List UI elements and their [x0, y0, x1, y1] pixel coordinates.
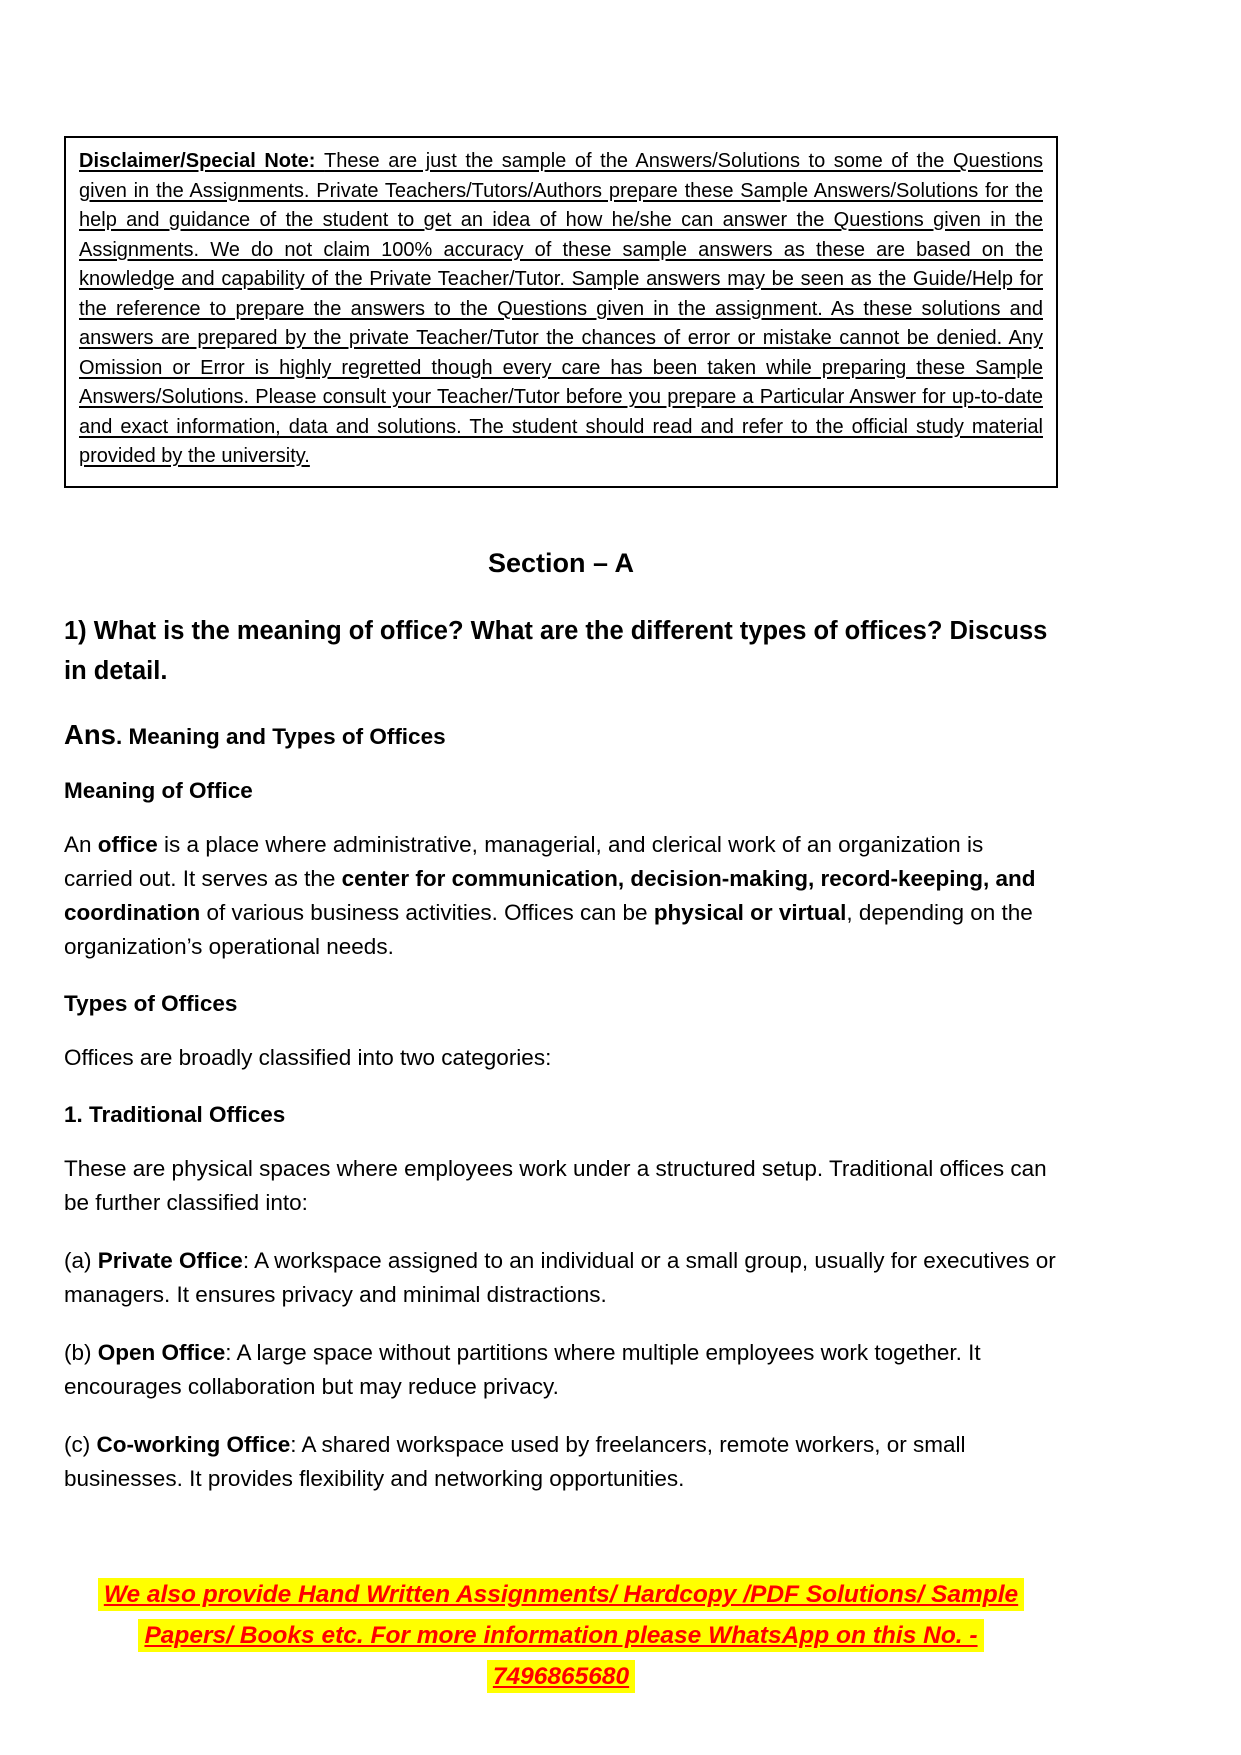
paragraph-office-definition: An office is a place where administrative, managerial, and clerical work of an organization is carried out. It serves as the center for communication, decision-making, record-keeping, and coordination of various business activities. Offices can be physical or virtual, depending on the organization’s operational needs.	[64, 831, 1036, 959]
footer	[64, 1574, 1058, 1697]
paragraph-traditional-intro: These are physical spaces where employees work under a structured setup. Traditional offices can be further classified into:	[64, 1155, 1047, 1215]
paragraph-coworking-office: (c) Co-working Office: A shared workspace used by freelancers, remote workers, or small businesses. It provides flexibility and networking opportunities.	[64, 1431, 966, 1491]
section-heading: Section – A	[487, 547, 635, 578]
disclaimer-box	[64, 136, 1058, 488]
paragraph-types-intro: Offices are broadly classified into two categories:	[64, 1044, 552, 1070]
heading-meaning-of-office: Meaning of Office	[64, 777, 253, 803]
paragraph-open-office: (b) Open Office: A large space without partitions where multiple employees work together. It encourages collaboration but may reduce privacy.	[64, 1339, 981, 1399]
question-1-heading: 1) What is the meaning of office? What are the different types of offices? Discuss in detail.	[64, 616, 1048, 685]
heading-types-of-offices: Types of Offices	[64, 990, 238, 1016]
answer-heading: Ans. Meaning and Types of Offices	[64, 718, 446, 750]
footer-note: We also provide Hand Written Assignments/ Hardcopy /PDF Solutions/ Sample Papers/ Books etc. For more information please WhatsApp on this No. - 7496865680	[98, 1578, 1024, 1693]
disclaimer-text: Disclaimer/Special Note: These are just the sample of the Answers/Solutions to some of the Questions given in the Assignments. Private Teachers/Tutors/Authors prepare these Sample Answers/Solutions for the help and guidance of the student to get an idea of how he/she can answer the Questions given in the Assignments. We do not claim 100% accuracy of these sample answers as these are based on the knowledge and capability of the Private Teacher/Tutor. Sample answers may be seen as the Guide/Help for the reference to prepare the answers to the Questions given in the assignment. As these solutions and answers are prepared by the private Teacher/Tutor the chances of error or mistake cannot be denied. Any Omission or Error is highly regretted though every care has been taken while preparing these Sample Answers/Solutions. Please consult your Teacher/Tutor before you prepare a Particular Answer for up-to-date and exact information, data and solutions. The student should read and refer to the official study material provided by the university.	[79, 150, 1043, 467]
heading-traditional-offices: 1. Traditional Offices	[64, 1101, 286, 1127]
paragraph-private-office: (a) Private Office: A workspace assigned to an individual or a small group, usually for executives or managers. It ensures privacy and minimal distractions.	[64, 1247, 1056, 1307]
